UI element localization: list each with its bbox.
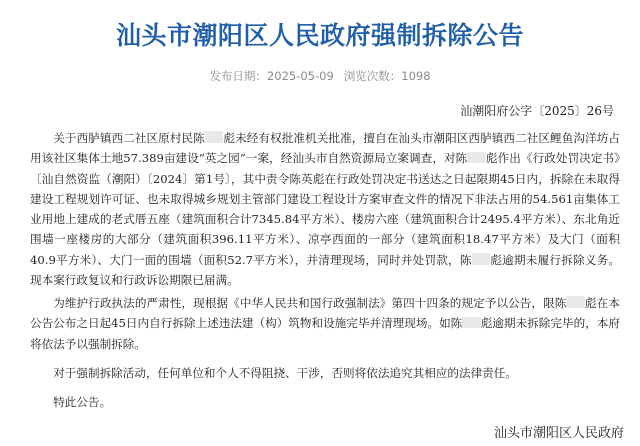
redacted-name xyxy=(566,296,585,308)
paragraph1-part-c: 彪作出《行政处罚决定书》〔汕自然资监（潮阳）〔2024〕第1号〕，其中责令陈英彪在行政处罚决定书送达之日起限期45日内，拆除在未取得建设工程规划许可证、也未取得城乡规划主管部门建设工程设计方案审查文件的情况下非法占用的54.561亩集体工业用地上建成的老式厝五座（建筑面积合计7345.84平方米）、楼房六座（建筑面积合计2495.4平方米）、东北角近围墙一座楼房的大部分（建筑面积396.11平方米）、凉亭西面的一部分（建筑面积18.47平方米）及大门（面积40.9平方米）、大门一面的围墙（面积52.7平方米），并清理现场，同时并处罚款，陈 xyxy=(30,151,620,267)
redacted-name xyxy=(205,131,224,143)
paragraph-closing: 特此公告。 xyxy=(53,395,112,409)
article-meta xyxy=(0,68,640,84)
signature-issuer: 汕头市潮阳区人民政府 xyxy=(493,426,624,441)
paragraph1-part-a: 关于西胪镇西二社区原村民陈 xyxy=(53,131,205,145)
paragraph-case-details xyxy=(30,128,620,290)
view-count: 浏览次数：1098 xyxy=(343,69,431,83)
paragraph1-part-d: 彪逾期未履行拆除义务。现本案行政复议和行政诉讼期限已届满。 xyxy=(30,252,620,288)
paragraph2-part-b: 彪在本公告公布之日起45日内自行拆除上述违法建（构）筑物和设施完毕并清理现场。如陈 xyxy=(30,296,620,331)
paragraph2-part-c: 彪逾期未拆除完毕的，本府将依法予以强制拆除。 xyxy=(30,316,620,351)
paragraph-announcement xyxy=(30,293,620,354)
redacted-name xyxy=(467,152,486,164)
publish-date: 发布日期：2025-05-09 xyxy=(209,69,334,83)
document-number: 汕潮阳府公字〔2025〕26号 xyxy=(460,104,614,118)
page-title: 汕头市潮阳区人民政府强制拆除公告 xyxy=(115,21,524,50)
redacted-name xyxy=(462,317,481,329)
paragraph1-part-b: 彪未经有权批准机关批准，擅自在汕头市潮阳区西胪镇西二社区鲤鱼沟洋坊占用该社区集体土地57.389亩建设“英之园”一案，经汕头市自然资源局立案调查，对陈 xyxy=(30,131,620,166)
redacted-name xyxy=(472,253,491,265)
paragraph-warning: 对于强制拆除活动，任何单位和个人不得阻挠、干涉，否则将依法追究其相应的法律责任。 xyxy=(53,366,517,380)
paragraph2-part-a: 为维护行政执法的严肃性，现根据《中华人民共和国行政强制法》第四十四条的规定予以公告，限陈 xyxy=(53,296,567,310)
